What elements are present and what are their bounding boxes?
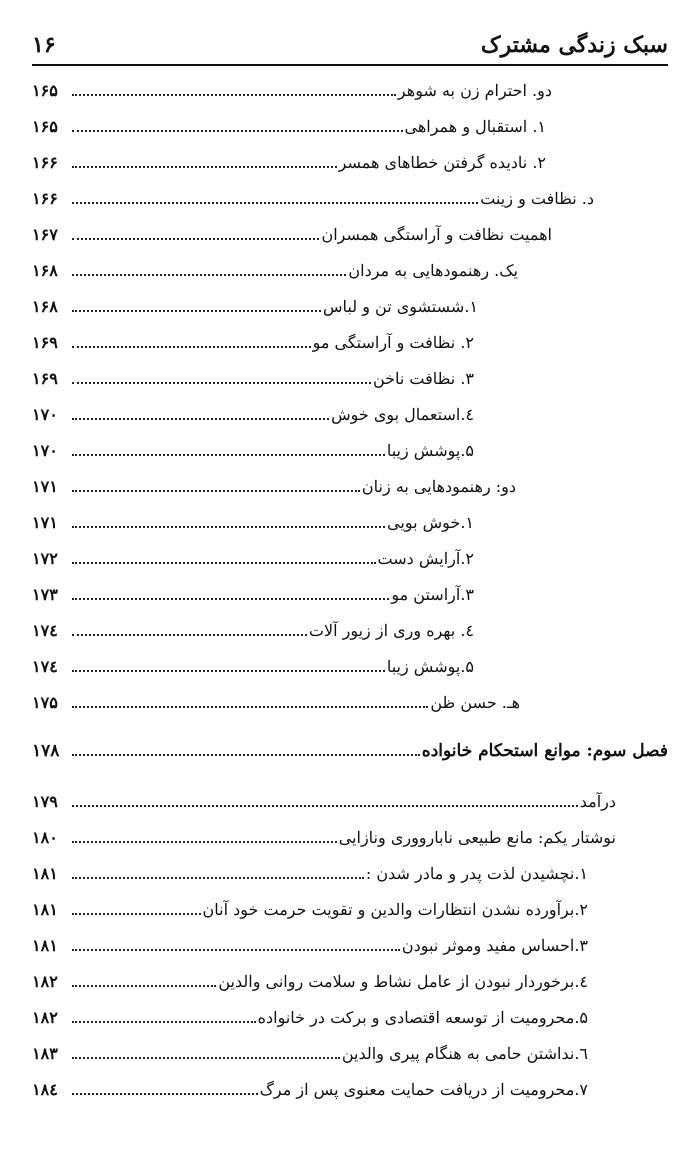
toc-entry-title: هـ. حسن ظن (430, 693, 520, 712)
toc-entry-page: ۱۷٤ (32, 657, 58, 676)
toc-entry (32, 252, 518, 282)
toc-entry (32, 963, 588, 993)
toc-leader-dots (72, 382, 371, 384)
toc-leader-dots (72, 754, 420, 756)
toc-leader-dots (72, 346, 311, 348)
toc-entry-page: ۱۸۰ (32, 828, 58, 847)
toc-entry (32, 468, 516, 498)
toc-entry-page: ۱۷٤ (32, 621, 58, 640)
toc-entry-title: ۲. نظافت و آراستگی مو (312, 333, 474, 352)
toc-leader-dots (72, 1057, 340, 1059)
toc-entry-page: ۱۸۱ (32, 864, 58, 883)
toc-entry-title: ٦.نداشتن حامی به هنگام پیری والدین (341, 1044, 588, 1063)
toc-entry (32, 504, 474, 534)
toc-entry-page: ۱۷۵ (32, 693, 58, 712)
toc-leader-dots (72, 598, 389, 600)
toc-entry (32, 891, 588, 921)
toc-chapter-entry (32, 732, 668, 762)
toc-leader-dots (72, 526, 385, 528)
toc-entry (32, 999, 588, 1029)
toc-entry-page: ۱۶۹ (32, 369, 58, 388)
toc-leader-dots (72, 310, 321, 312)
toc-entry-page: ۱۸۳ (32, 1044, 58, 1063)
toc-entry (32, 819, 616, 849)
toc-leader-dots (72, 841, 337, 843)
toc-entry-title: ٤.استعمال بوی خوش (331, 405, 474, 424)
toc-leader-dots (72, 202, 478, 204)
toc-entry-title: دو. احترام زن به شوهر (397, 81, 552, 100)
toc-entry-page: ۱۷۱ (32, 477, 58, 496)
toc-entry-page: ۱۶۵ (32, 81, 58, 100)
toc-entry (32, 855, 588, 885)
toc-entry-page: ۱۷۰ (32, 405, 58, 424)
toc-entry-title: ۱.نچشیدن لذت پدر و مادر شدن : (365, 864, 588, 883)
toc-entry-title: درآمد (579, 792, 616, 811)
toc-entry-title: اهمیت نظافت و آراستگی همسران (321, 225, 552, 244)
toc-entry-page: ۱۶۷ (32, 225, 58, 244)
toc-entry (32, 540, 474, 570)
toc-leader-dots (72, 130, 403, 132)
toc-entry-page: ۱۶۸ (32, 297, 58, 316)
toc-entry-title: ۳. نظافت ناخن (372, 369, 474, 388)
toc-entry-page: ۱۶۸ (32, 261, 58, 280)
toc-leader-dots (72, 877, 364, 879)
toc-entry (32, 108, 546, 138)
toc-entry (32, 612, 474, 642)
toc-entry-title: ۱. استقبال و همراهی (404, 117, 546, 136)
toc-entry (32, 432, 474, 462)
toc-entry-page: ۱۶۶ (32, 189, 58, 208)
toc-entry-title: ۱.شستشوی تن و لباس (323, 297, 478, 316)
toc-entry-title: ۵.پوشش زیبا (386, 657, 474, 676)
toc-entry-page: ۱۶۶ (32, 153, 58, 172)
toc-leader-dots (72, 274, 346, 276)
toc-leader-dots (72, 1093, 258, 1095)
toc-entry-page: ۱۷۹ (32, 792, 58, 811)
header-rule (32, 64, 668, 66)
toc-entry-page: ۱۷۰ (32, 441, 58, 460)
toc-entry-title: ٤.برخوردار نبودن از عامل نشاط و سلامت روانی والدین (218, 972, 588, 991)
toc-leader-dots (72, 985, 216, 987)
toc-entry-page: ۱۸۱ (32, 936, 58, 955)
toc-entry-title: یک. رهنمودهایی به مردان (348, 261, 518, 280)
page-number: ۱۶ (32, 32, 56, 58)
book-title: سبک زندگی مشترک (480, 32, 668, 58)
toc-entry-title: ۵.پوشش زیبا (386, 441, 474, 460)
toc-entry (32, 783, 616, 813)
toc-entry (32, 1071, 588, 1101)
toc-entry-title: دو: رهنمودهایی به زنان (361, 477, 516, 496)
toc-entry (32, 684, 520, 714)
toc-leader-dots (72, 562, 376, 564)
toc-entry-title: ۵.محرومیت از توسعه اقتصادی و برکت در خانواده (257, 1008, 588, 1027)
toc-leader-dots (72, 238, 319, 240)
toc-leader-dots (72, 418, 329, 420)
page-header (32, 26, 668, 66)
toc-entry-title: ۲. نادیده گرفتن خطاهای همسر (338, 153, 546, 172)
toc-entry (32, 72, 552, 102)
toc-entry-page: ۱۸۲ (32, 1008, 58, 1027)
toc-leader-dots (72, 805, 578, 807)
toc-entry (32, 180, 594, 210)
toc-entry (32, 288, 478, 318)
toc-entry-title: ۲.برآورده نشدن انتظارات والدین و تقویت حرمت خود آنان (202, 900, 588, 919)
toc-leader-dots (72, 1021, 256, 1023)
toc-leader-dots (72, 634, 307, 636)
toc-entry-page: ۱۸۱ (32, 900, 58, 919)
toc-leader-dots (72, 94, 396, 96)
toc-entry-title: ٤. بهره وری از زیور آلات (308, 621, 474, 640)
toc-entry-page: ۱۶۹ (32, 333, 58, 352)
toc-entry (32, 396, 474, 426)
toc-entry (32, 360, 474, 390)
toc-entry (32, 1035, 588, 1065)
toc-entry-page: ۱۸٤ (32, 1080, 58, 1099)
toc-leader-dots (72, 166, 337, 168)
toc-entry (32, 576, 474, 606)
toc-leader-dots (72, 670, 385, 672)
toc-entry-page: ۱۷۱ (32, 513, 58, 532)
toc-leader-dots (72, 454, 385, 456)
toc-leader-dots (72, 913, 201, 915)
toc-entry-title: ۱.خوش بویی (387, 513, 474, 532)
toc-entry-title: ۳.احساس مفید وموثر نبودن (401, 936, 588, 955)
toc-entry-page: ۱۷۸ (32, 741, 60, 761)
toc-entry-page: ۱۶۵ (32, 117, 58, 136)
toc-entry-title: ۳.آراستن مو (391, 585, 474, 604)
toc-entry (32, 648, 474, 678)
toc-entry-title: فصل سوم: موانع استحکام خانواده (421, 741, 668, 761)
toc-entry-title: ۲.آرایش دست (377, 549, 474, 568)
toc-entry-page: ۱۷۳ (32, 585, 58, 604)
toc-entry (32, 927, 588, 957)
toc-entry-title: ۷.محرومیت از دریافت حمایت معنوی پس از مرگ (259, 1080, 588, 1099)
toc-leader-dots (72, 706, 428, 708)
toc-entry (32, 144, 546, 174)
toc-entry-title: نوشتار یکم: مانع طبیعی نابارووری ونازایی (338, 828, 616, 847)
toc-entry (32, 216, 552, 246)
toc-entry-page: ۱۸۲ (32, 972, 58, 991)
toc-leader-dots (72, 949, 400, 951)
toc-entry-title: د. نظافت و زینت (480, 189, 594, 208)
toc-entry (32, 324, 474, 354)
toc-leader-dots (72, 490, 360, 492)
toc-entry-page: ۱۷۲ (32, 549, 58, 568)
